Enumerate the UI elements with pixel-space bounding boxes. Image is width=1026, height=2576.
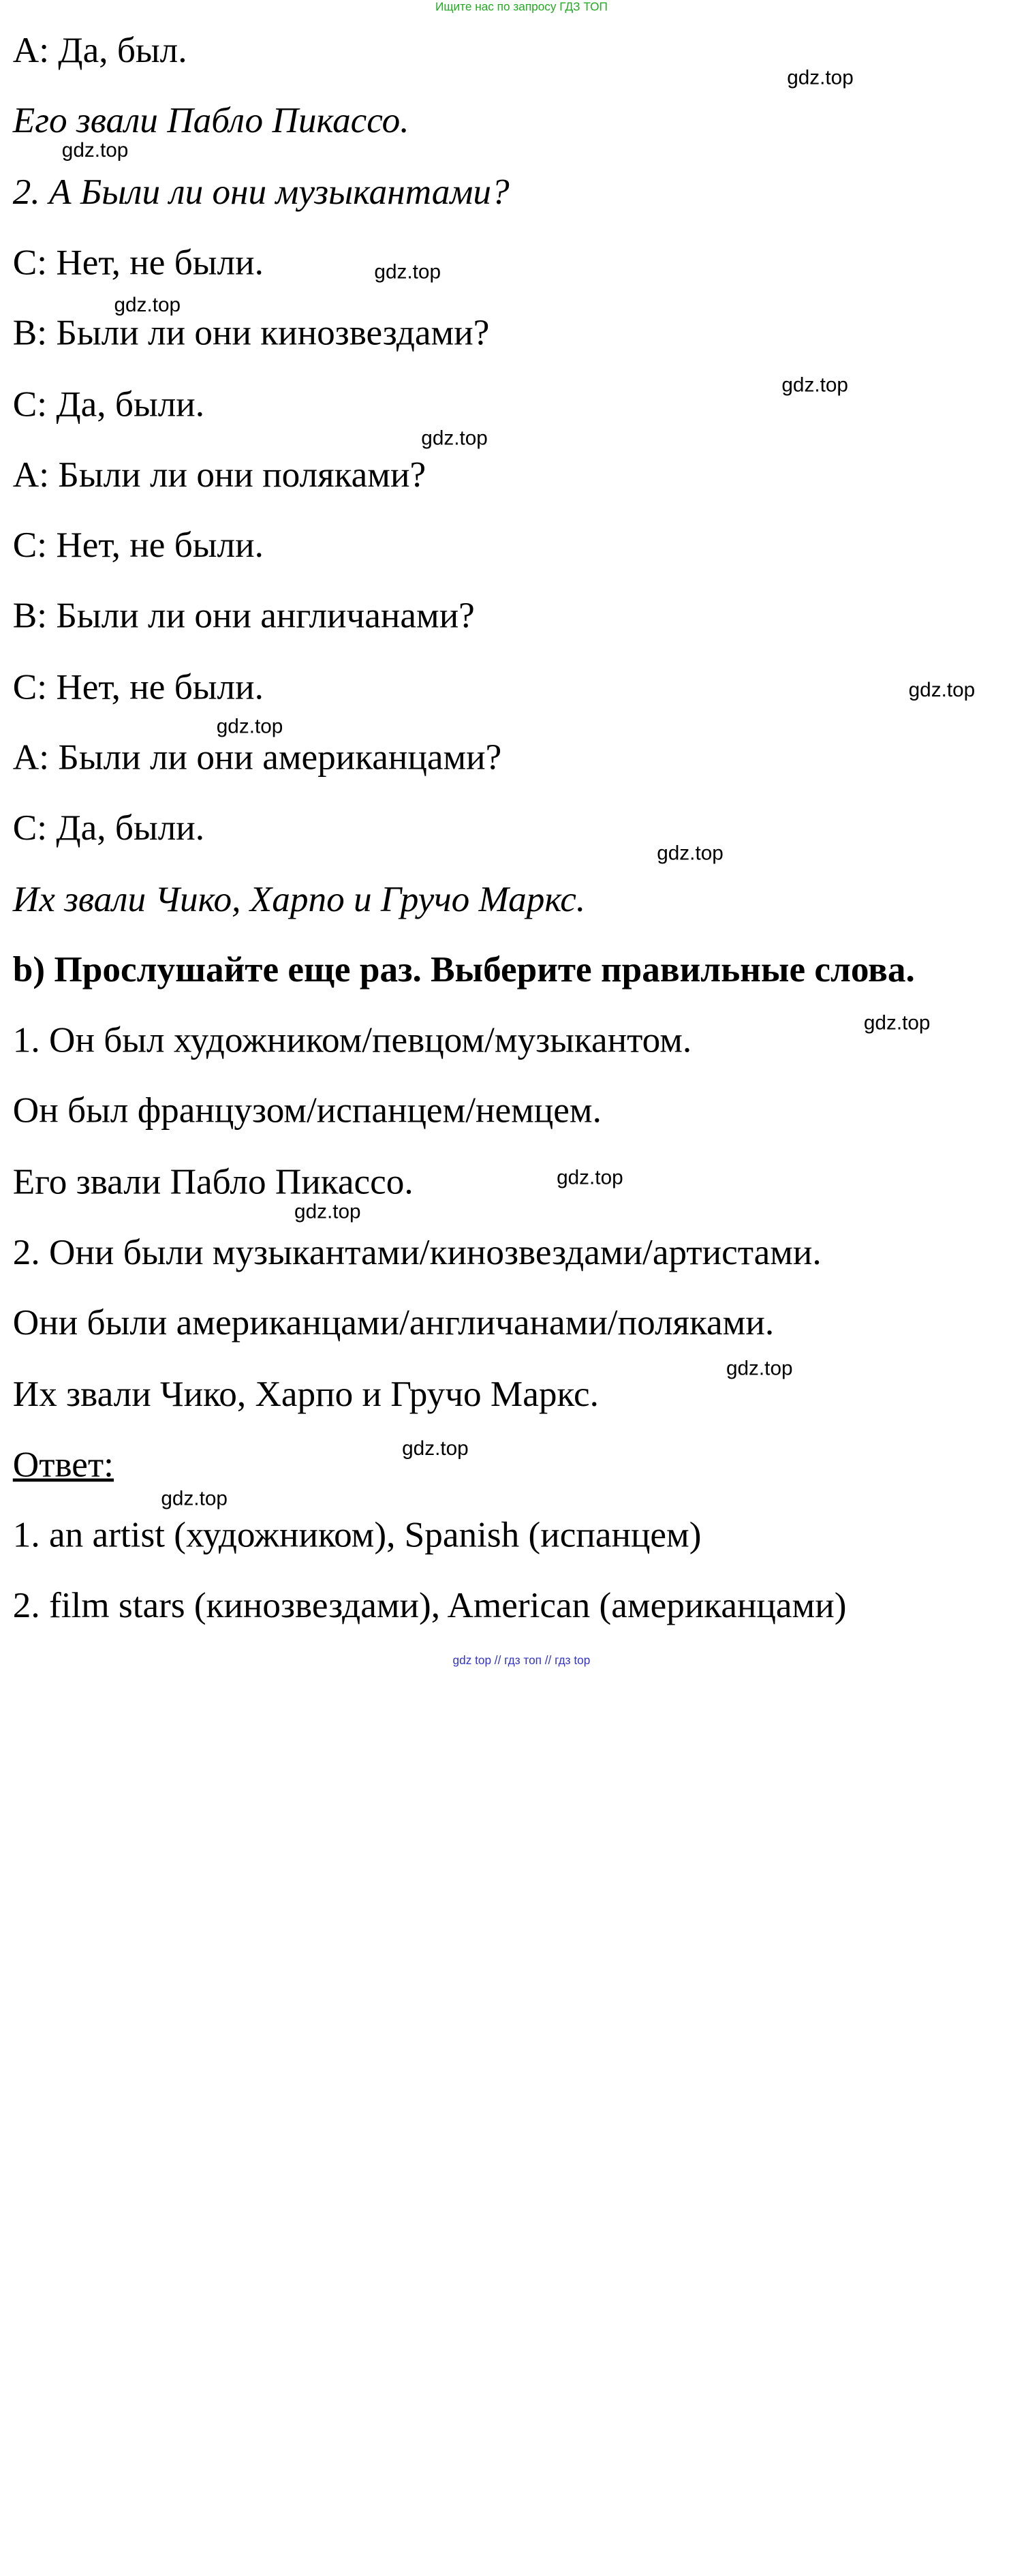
text-line: 1. Он был художником/певцом/музыкантом. — [12, 1020, 692, 1060]
text-line: B: Были ли они англичанами? — [12, 596, 475, 636]
text-line: B: Были ли они кинозвездами? — [12, 313, 490, 354]
text-line: 2. А Были ли они музыкантами? — [12, 172, 510, 213]
watermark: gdz.top — [726, 1358, 793, 1381]
watermark: gdz.top — [61, 140, 129, 162]
watermark: gdz.top — [781, 374, 848, 397]
text-line: C: Нет, не были. — [12, 243, 264, 283]
text-line: 2. Они были музыкантами/кинозвездами/артистами. — [12, 1233, 822, 1273]
watermark: gdz.top — [421, 427, 488, 450]
watermark: gdz.top — [863, 1012, 931, 1035]
watermark: gdz.top — [294, 1201, 361, 1224]
section-heading: b) Прослушайте еще раз. Выберите правильные слова. — [12, 950, 915, 990]
text-line: Их звали Чико, Харпо и Гручо Маркс. — [12, 880, 586, 920]
text-line: A: Были ли они поляками? — [12, 455, 426, 495]
header-note: Ищите нас по запросу ГДЗ ТОП — [435, 1, 608, 14]
watermark: gdz.top — [657, 842, 724, 865]
answer-label: Ответ: — [12, 1445, 114, 1485]
watermark: gdz.top — [787, 67, 854, 90]
watermark: gdz.top — [114, 294, 181, 317]
text-line: C: Нет, не были. — [12, 667, 264, 707]
watermark: gdz.top — [557, 1167, 623, 1190]
answer-line: 1. an artist (художником), Spanish (испанцем) — [12, 1516, 702, 1556]
text-line: C: Нет, не были. — [12, 525, 264, 566]
text-line: A: Были ли они американцами? — [12, 738, 502, 778]
text-line: Его звали Пабло Пикассо. — [12, 1163, 414, 1203]
text-line: C: Да, были. — [12, 385, 205, 425]
text-line: Их звали Чико, Харпо и Гручо Маркс. — [12, 1375, 599, 1415]
watermark: gdz.top — [216, 716, 283, 739]
watermark: gdz.top — [161, 1488, 228, 1511]
text-line: Его звали Пабло Пикассо. — [12, 101, 409, 141]
text-line: Они были американцами/англичанами/поляками. — [12, 1303, 775, 1343]
watermark: gdz.top — [402, 1438, 469, 1460]
text-line: A: Да, был. — [12, 31, 187, 71]
watermark: gdz.top — [374, 261, 441, 284]
footer-note: gdz top // гдз топ // гдз top — [452, 1654, 591, 1668]
text-line: Он был французом/испанцем/немцем. — [12, 1091, 602, 1131]
watermark: gdz.top — [908, 679, 976, 702]
text-line: C: Да, были. — [12, 808, 205, 848]
answer-line: 2. film stars (кинозвездами), American (американцами) — [12, 1586, 847, 1626]
